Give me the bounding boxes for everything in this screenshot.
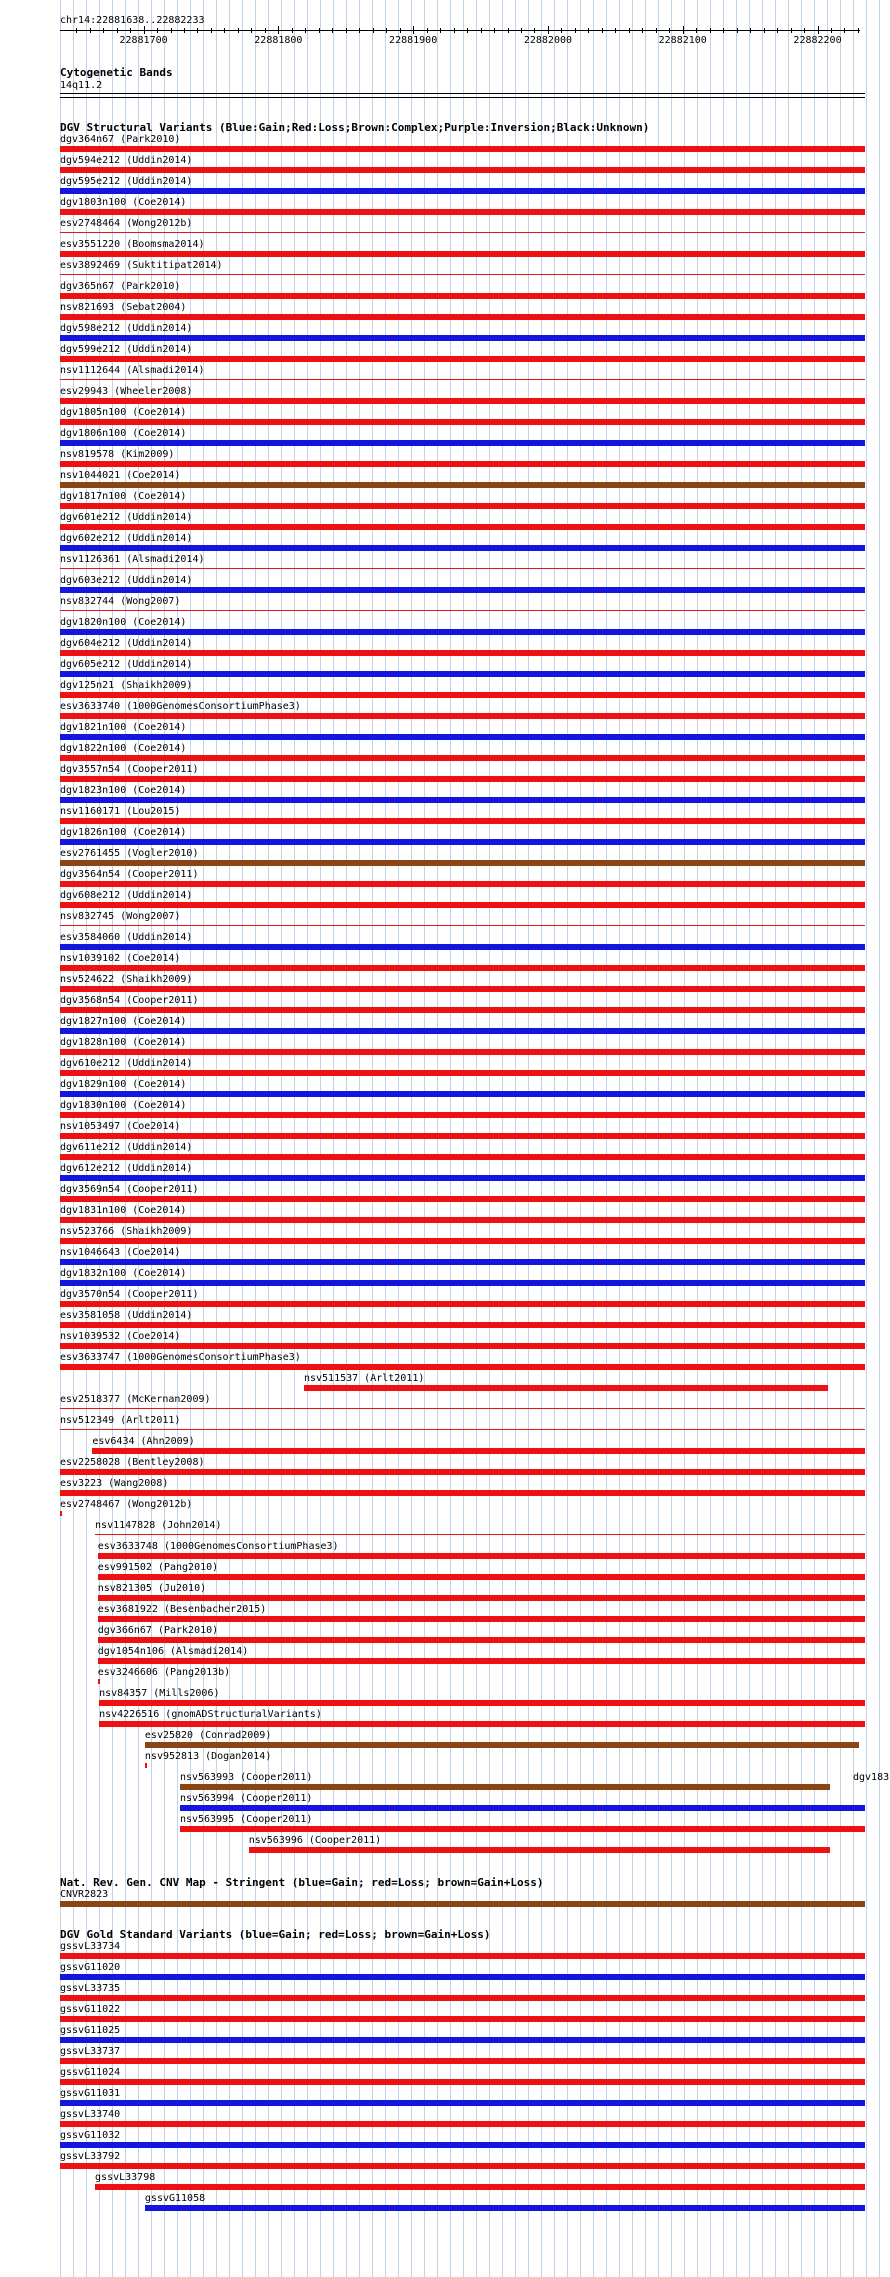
gold-feature-bar[interactable] <box>60 2037 865 2043</box>
dgv-feature-bar[interactable] <box>60 1070 865 1076</box>
dgv-indented-feature-bar[interactable] <box>98 1553 865 1559</box>
dgv-feature-label[interactable]: dgv1830n100 (Coe2014) <box>60 1100 187 1111</box>
ruler-tick <box>440 28 441 33</box>
gold-feature-bar[interactable] <box>60 1974 865 1980</box>
gold-feature-label[interactable]: gssvL33740 <box>60 2109 121 2120</box>
dgv-feature-bar[interactable] <box>60 860 865 866</box>
ruler-axis <box>60 30 860 31</box>
dgv-feature-bar[interactable] <box>60 671 865 677</box>
dgv-feature-bar[interactable] <box>60 461 865 467</box>
ruler-tick <box>90 28 91 33</box>
ruler-tick <box>656 28 657 33</box>
ruler-tick-label: 22881900 <box>389 35 438 46</box>
dgv-indented-feature-bar[interactable] <box>98 1595 865 1601</box>
matrev-feature-label[interactable]: CNVR2823 <box>60 1889 109 1900</box>
dgv-feature-label[interactable]: dgv1827n100 (Coe2014) <box>60 1016 187 1027</box>
dgv-indented-feature-bar-tick[interactable] <box>145 1763 147 1768</box>
dgv-feature-bar[interactable] <box>60 545 865 551</box>
ruler-tick <box>144 26 145 34</box>
dgv-indented-feature-label[interactable]: nsv563996 (Cooper2011) <box>248 1835 382 1846</box>
gold-feature-bar[interactable] <box>95 2184 865 2190</box>
gold-feature-label[interactable]: gssvG11031 <box>60 2088 121 2099</box>
dgv-feature-bar-thin[interactable] <box>60 925 865 926</box>
dgv-feature-bar[interactable] <box>60 587 865 593</box>
dgv-track-title[interactable]: DGV Structural Variants (Blue:Gain;Red:Loss;Brown:Complex;Purple:Inversion;Black:Unknown) <box>60 121 650 134</box>
dgv-feature-label[interactable]: esv3551220 (Boomsma2014) <box>60 239 205 250</box>
dgv-feature-bar[interactable] <box>60 1322 865 1328</box>
grid-line <box>866 0 867 2277</box>
ruler-tick <box>629 28 630 33</box>
dgv-indented-feature-bar[interactable] <box>98 1574 865 1580</box>
ruler-tick <box>346 28 347 33</box>
dgv-indented-feature-bar-tick[interactable] <box>98 1679 100 1684</box>
dgv-feature-bar[interactable] <box>60 1154 865 1160</box>
ruler-tick <box>265 28 266 33</box>
ruler-tick <box>575 28 576 33</box>
dgv-feature-label[interactable]: dgv1817n100 (Coe2014) <box>60 491 187 502</box>
dgv-feature-bar[interactable] <box>60 755 865 761</box>
gold-feature-label[interactable]: gssvG11025 <box>60 2025 121 2036</box>
dgv-indented-feature-label[interactable]: nsv821305 (Ju2010) <box>97 1583 207 1594</box>
dgv-feature-bar[interactable] <box>60 1007 865 1013</box>
ruler-tick <box>602 28 603 33</box>
ruler-tick <box>548 26 549 34</box>
dgv-feature-bar-thin[interactable] <box>60 1408 865 1409</box>
dgv-feature-bar[interactable] <box>60 1196 865 1202</box>
dgv-indented-feature-label[interactable]: esv3246606 (Pang2013b) <box>97 1667 231 1678</box>
dgv-feature-bar-thin[interactable] <box>60 379 865 380</box>
dgv-feature-label[interactable]: dgv125n21 (Shaikh2009) <box>60 680 193 691</box>
dgv-feature-bar[interactable] <box>60 734 865 740</box>
dgv-feature-label[interactable]: nsv1039102 (Coe2014) <box>60 953 181 964</box>
dgv-feature-bar[interactable] <box>60 1259 865 1265</box>
dgv-feature-label[interactable]: dgv364n67 (Park2010) <box>60 134 181 145</box>
cytoband-line-bottom <box>60 97 865 98</box>
dgv-feature-bar[interactable] <box>60 1469 865 1475</box>
dgv-feature-bar[interactable] <box>60 965 865 971</box>
ruler-tick-label: 22881800 <box>254 35 303 46</box>
matrev-feature-bar[interactable] <box>60 1901 865 1907</box>
ruler-tick <box>804 28 805 33</box>
ruler-tick <box>494 28 495 33</box>
ruler-tick <box>184 28 185 33</box>
dgv-feature-label[interactable]: dgv1823n100 (Coe2014) <box>60 785 187 796</box>
dgv-feature-bar[interactable] <box>92 1448 865 1454</box>
ruler-tick-label: 22882200 <box>793 35 842 46</box>
dgv-indented-feature-label[interactable]: esv991502 (Pang2010) <box>97 1562 219 1573</box>
dgv-feature-bar-thin[interactable] <box>60 232 865 233</box>
dgv-feature-label[interactable]: esv3892469 (Suktitipat2014) <box>60 260 223 271</box>
dgv-feature-bar[interactable] <box>60 167 865 173</box>
gold-feature-bar[interactable] <box>60 2079 865 2085</box>
dgv-feature-bar-thin[interactable] <box>60 610 865 611</box>
dgv-feature-bar[interactable] <box>60 1112 865 1118</box>
dgv-feature-bar[interactable] <box>60 902 865 908</box>
dgv-feature-label[interactable]: nsv819578 (Kim2009) <box>60 449 175 460</box>
dgv-feature-label[interactable]: dgv3557n54 (Cooper2011) <box>60 764 199 775</box>
dgv-feature-bar-thin[interactable] <box>60 1429 865 1430</box>
dgv-feature-label[interactable]: dgv1831n100 (Coe2014) <box>60 1205 187 1216</box>
dgv-feature-label[interactable]: dgv1822n100 (Coe2014) <box>60 743 187 754</box>
ruler-tick <box>454 28 455 33</box>
dgv-indented-feature-label[interactable]: nsv1147828 (John2014) <box>95 1520 222 1531</box>
gold-feature-label[interactable]: gssvG11024 <box>60 2067 121 2078</box>
dgv-feature-label[interactable]: nsv1046643 (Coe2014) <box>60 1247 181 1258</box>
dgv-feature-label[interactable]: dgv1829n100 (Coe2014) <box>60 1079 187 1090</box>
gold-feature-label[interactable]: gssvG11020 <box>60 1962 121 1973</box>
dgv-feature-bar[interactable] <box>60 881 865 887</box>
dgv-feature-label[interactable]: esv3633740 (1000GenomesConsortiumPhase3) <box>60 701 301 712</box>
dgv-feature-bar[interactable] <box>60 146 865 152</box>
dgv-feature-bar[interactable] <box>60 1364 865 1370</box>
dgv-feature-bar[interactable] <box>60 356 865 362</box>
gold-feature-label[interactable]: gssvL33792 <box>60 2151 121 2162</box>
dgv-indented-feature-label[interactable]: nsv563993 (Cooper2011) <box>179 1772 313 1783</box>
dgv-feature-label[interactable]: dgv601e212 (Uddin2014) <box>60 512 193 523</box>
dgv-feature-label[interactable]: dgv598e212 (Uddin2014) <box>60 323 193 334</box>
dgv-feature-label[interactable]: esv2258028 (Bentley2008) <box>60 1457 205 1468</box>
ruler-tick <box>831 28 832 33</box>
ruler-tick <box>791 28 792 33</box>
dgv-indented-feature-bar[interactable] <box>180 1784 830 1790</box>
ruler-tick <box>305 28 306 33</box>
ruler-tick <box>386 28 387 33</box>
dgv-feature-bar[interactable] <box>60 1028 865 1034</box>
ruler-tick <box>76 28 77 33</box>
ruler-tick-label: 22881700 <box>119 35 168 46</box>
dgv-feature-bar[interactable] <box>60 398 865 404</box>
dgv-feature-bar[interactable] <box>60 944 865 950</box>
dgv-feature-label[interactable]: dgv1821n100 (Coe2014) <box>60 722 187 733</box>
dgv-feature-label[interactable]: esv2748467 (Wong2012b) <box>60 1499 193 1510</box>
dgv-indented-feature-label[interactable]: dgv366n67 (Park2010) <box>97 1625 219 1636</box>
dgv-feature-label[interactable]: nsv1126361 (Alsmadi2014) <box>60 554 205 565</box>
dgv-feature-bar[interactable] <box>60 314 865 320</box>
dgv-indented-feature-bar[interactable] <box>98 1658 865 1664</box>
dgv-feature-label[interactable]: nsv1044021 (Coe2014) <box>60 470 181 481</box>
dgv-feature-label[interactable]: dgv603e212 (Uddin2014) <box>60 575 193 586</box>
ruler-tick <box>400 28 401 33</box>
ruler-tick <box>157 28 158 33</box>
dgv-feature-label[interactable]: dgv608e212 (Uddin2014) <box>60 890 193 901</box>
gold-feature-label[interactable]: gssvG11022 <box>60 2004 121 2015</box>
dgv-feature-label[interactable]: dgv611e212 (Uddin2014) <box>60 1142 193 1153</box>
ruler-tick <box>373 28 374 33</box>
ruler-tick <box>764 28 765 33</box>
dgv-feature-bar[interactable] <box>60 818 865 824</box>
dgv-feature-label[interactable]: dgv599e212 (Uddin2014) <box>60 344 193 355</box>
ruler-tick <box>844 28 845 33</box>
dgv-feature-label[interactable]: nsv1039532 (Coe2014) <box>60 1331 181 1342</box>
ruler-tick <box>224 28 225 33</box>
dgv-feature-bar[interactable] <box>60 1343 865 1349</box>
ruler-tick <box>696 28 697 33</box>
dgv-indented-feature-bar[interactable] <box>99 1721 865 1727</box>
dgv-feature-label[interactable]: dgv1805n100 (Coe2014) <box>60 407 187 418</box>
ruler-tick <box>723 28 724 33</box>
dgv-feature-label[interactable]: nsv1112644 (Alsmadi2014) <box>60 365 205 376</box>
dgv-feature-label[interactable]: esv3581058 (Uddin2014) <box>60 1310 193 1321</box>
dgv-feature-bar[interactable] <box>60 1301 865 1307</box>
dgv-feature-label[interactable]: dgv604e212 (Uddin2014) <box>60 638 193 649</box>
dgv-feature-label[interactable]: dgv1828n100 (Coe2014) <box>60 1037 187 1048</box>
dgv-feature-label[interactable]: dgv3570n54 (Cooper2011) <box>60 1289 199 1300</box>
dgv-feature-label[interactable]: dgv1806n100 (Coe2014) <box>60 428 187 439</box>
dgv-feature-bar[interactable] <box>60 188 865 194</box>
dgv-feature-bar-thin[interactable] <box>60 274 865 275</box>
dgv-feature-label[interactable]: dgv365n67 (Park2010) <box>60 281 181 292</box>
dgv-indented-feature-label[interactable]: nsv4226516 (gnomADStructuralVariants) <box>99 1709 322 1720</box>
dgv-feature-label[interactable]: esv2518377 (McKernan2009) <box>60 1394 211 1405</box>
gold-feature-bar[interactable] <box>60 2163 865 2169</box>
dgv-feature-label[interactable]: nsv1053497 (Coe2014) <box>60 1121 181 1132</box>
dgv-feature-label[interactable]: nsv523766 (Shaikh2009) <box>60 1226 193 1237</box>
dgv-feature-label[interactable]: dgv1820n100 (Coe2014) <box>60 617 187 628</box>
dgv-feature-label[interactable]: nsv832744 (Wong2007) <box>60 596 181 607</box>
dgv-feature-label[interactable]: nsv821693 (Sebat2004) <box>60 302 187 313</box>
ruler-tick <box>238 28 239 33</box>
dgv-feature-bar[interactable] <box>60 797 865 803</box>
ruler-tick <box>710 28 711 33</box>
dgv-feature-label[interactable]: esv6434 (Ahn2009) <box>92 1436 195 1447</box>
dgv-feature-bar[interactable] <box>60 524 865 530</box>
ruler-tick <box>534 28 535 33</box>
dgv-indented-feature-label[interactable]: dgv1054n106 (Alsmadi2014) <box>97 1646 249 1657</box>
dgv-indented-feature-label[interactable]: nsv84357 (Mills2006) <box>99 1688 220 1699</box>
ruler-tick <box>521 28 522 33</box>
location-label[interactable]: chr14:22881638..22882233 <box>60 15 205 26</box>
dgv-feature-bar[interactable] <box>60 1175 865 1181</box>
ruler-tick <box>251 28 252 33</box>
dgv-feature-bar[interactable] <box>60 692 865 698</box>
ruler-tick <box>427 28 428 33</box>
dgv-feature-bar[interactable] <box>60 251 865 257</box>
dgv-indented-feature-bar[interactable] <box>180 1826 865 1832</box>
dgv-feature-label[interactable]: nsv832745 (Wong2007) <box>60 911 181 922</box>
ruler-tick <box>211 28 212 33</box>
dgv-feature-label[interactable]: esv3584060 (Uddin2014) <box>60 932 193 943</box>
dgv-feature-bar[interactable] <box>60 1217 865 1223</box>
gold-feature-label[interactable]: gssvL33737 <box>60 2046 121 2057</box>
ruler-tick <box>103 28 104 33</box>
gold-feature-bar[interactable] <box>145 2205 865 2211</box>
dgv-feature-bar[interactable] <box>304 1385 828 1391</box>
dgv-feature-label[interactable]: esv29943 (Wheeler2008) <box>60 386 193 397</box>
ruler-tick-label: 22882000 <box>523 35 573 46</box>
dgv-feature-bar[interactable] <box>60 503 865 509</box>
ruler-tick <box>777 28 778 33</box>
ruler-tick <box>197 28 198 33</box>
ruler-tick <box>467 28 468 33</box>
dgv-indented-feature-label[interactable]: esv25820 (Conrad2009) <box>144 1730 272 1741</box>
ruler-tick <box>669 28 670 33</box>
ruler-tick <box>683 26 684 34</box>
dgv-feature-bar[interactable] <box>60 776 865 782</box>
dgv-feature-bar[interactable] <box>60 629 865 635</box>
ruler-tick <box>481 28 482 33</box>
dgv-indented-feature-label[interactable]: esv3681922 (Besenbacher2015) <box>97 1604 267 1615</box>
dgv-feature-bar-tick[interactable] <box>60 1511 62 1516</box>
dgv-feature-label[interactable]: dgv1803n100 (Coe2014) <box>60 197 187 208</box>
dgv-feature-label[interactable]: dgv610e212 (Uddin2014) <box>60 1058 193 1069</box>
dgv-feature-label[interactable]: dgv612e212 (Uddin2014) <box>60 1163 193 1174</box>
dgv-feature-label[interactable]: dgv3569n54 (Cooper2011) <box>60 1184 199 1195</box>
gold-feature-bar[interactable] <box>60 2100 865 2106</box>
dgv-indented-feature-bar[interactable] <box>98 1637 865 1643</box>
dgv-feature-label[interactable]: esv3223 (Wang2008) <box>60 1478 169 1489</box>
ruler-tick <box>508 28 509 33</box>
gold-feature-label[interactable]: gssvL33798 <box>95 2172 156 2183</box>
ruler-tick <box>615 28 616 33</box>
dgv-feature-bar[interactable] <box>60 1238 865 1244</box>
dgv-indented-feature-label[interactable]: esv3633748 (1000GenomesConsortiumPhase3) <box>97 1541 339 1552</box>
dgv-feature-bar[interactable] <box>60 986 865 992</box>
dgv-feature-label[interactable]: nsv524622 (Shaikh2009) <box>60 974 193 985</box>
dgv-feature-bar[interactable] <box>60 1133 865 1139</box>
dgv-indented-feature-label[interactable]: nsv563994 (Cooper2011) <box>179 1793 313 1804</box>
dgv-feature-bar[interactable] <box>60 650 865 656</box>
dgv-feature-bar[interactable] <box>60 209 865 215</box>
ruler-tick <box>858 28 859 33</box>
ruler-tick <box>292 28 293 33</box>
dgv-feature-label[interactable]: dgv1832n100 (Coe2014) <box>60 1268 187 1279</box>
dgv-indented-feature-label[interactable]: nsv952813 (Dogan2014) <box>144 1751 272 1762</box>
dgv-indented-feature-bar[interactable] <box>249 1847 830 1853</box>
dgv-feature-bar[interactable] <box>60 1049 865 1055</box>
gold-feature-bar[interactable] <box>60 2058 865 2064</box>
dgv-feature-label[interactable]: dgv3564n54 (Cooper2011) <box>60 869 199 880</box>
ruler-tick <box>737 28 738 33</box>
gold-feature-bar[interactable] <box>60 1995 865 2001</box>
dgv-feature-bar[interactable] <box>60 713 865 719</box>
dgv-feature-label[interactable]: dgv3568n54 (Cooper2011) <box>60 995 199 1006</box>
dgv-feature-bar[interactable] <box>60 1490 865 1496</box>
dgv-feature-bar[interactable] <box>60 419 865 425</box>
dgv-indented-feature-bar[interactable] <box>98 1616 865 1622</box>
ruler-tick <box>332 28 333 33</box>
ruler-tick <box>278 26 279 34</box>
dgv-feature-label[interactable]: dgv1826n100 (Coe2014) <box>60 827 187 838</box>
dgv-feature-bar[interactable] <box>60 1280 865 1286</box>
dgv-edge-label[interactable]: dgv183 <box>853 1772 890 1783</box>
dgv-feature-bar[interactable] <box>60 839 865 845</box>
ruler-tick <box>319 28 320 33</box>
gold-feature-label[interactable]: gssvL33734 <box>60 1941 121 1952</box>
dgv-feature-label[interactable]: dgv602e212 (Uddin2014) <box>60 533 193 544</box>
dgv-feature-label[interactable]: esv3633747 (1000GenomesConsortiumPhase3) <box>60 1352 301 1363</box>
ruler-tick <box>117 28 118 33</box>
ruler-tick <box>561 28 562 33</box>
dgv-feature-label[interactable]: dgv594e212 (Uddin2014) <box>60 155 193 166</box>
dgv-feature-bar[interactable] <box>60 440 865 446</box>
ruler-tick <box>413 26 414 34</box>
ruler-tick <box>359 28 360 33</box>
cytoband-label[interactable]: 14q11.2 <box>60 80 103 91</box>
dgv-indented-feature-bar[interactable] <box>145 1742 859 1748</box>
gold-feature-label[interactable]: gssvG11058 <box>144 2193 206 2204</box>
grid-line <box>879 0 880 2277</box>
ruler-tick <box>750 28 751 33</box>
gold-feature-bar[interactable] <box>60 1953 865 1959</box>
dgv-indented-feature-bar-thin[interactable] <box>95 1534 865 1535</box>
dgv-feature-bar[interactable] <box>60 293 865 299</box>
gold-feature-label[interactable]: gssvL33735 <box>60 1983 121 1994</box>
dgv-feature-bar[interactable] <box>60 1091 865 1097</box>
ruler-tick <box>642 28 643 33</box>
gold-feature-bar[interactable] <box>60 2016 865 2022</box>
dgv-feature-bar[interactable] <box>60 335 865 341</box>
dgv-feature-label[interactable]: esv2748464 (Wong2012b) <box>60 218 193 229</box>
dgv-feature-bar[interactable] <box>60 482 865 488</box>
dgv-feature-label[interactable]: esv2761455 (Vogler2010) <box>60 848 199 859</box>
dgv-feature-label[interactable]: nsv512349 (Arlt2011) <box>60 1415 181 1426</box>
gold-feature-label[interactable]: gssvG11032 <box>60 2130 121 2141</box>
ruler-tick <box>171 28 172 33</box>
matrev-track-title[interactable]: Nat. Rev. Gen. CNV Map - Stringent (blue=Gain; red=Loss; brown=Gain+Loss) <box>60 1876 544 1889</box>
gold-track-title[interactable]: DGV Gold Standard Variants (blue=Gain; red=Loss; brown=Gain+Loss) <box>60 1928 491 1941</box>
dgv-feature-bar-thin[interactable] <box>60 568 865 569</box>
gold-feature-bar[interactable] <box>60 2121 865 2127</box>
dgv-feature-label[interactable]: dgv595e212 (Uddin2014) <box>60 176 193 187</box>
ruler-tick <box>588 28 589 33</box>
cytoband-line-top <box>60 93 865 94</box>
ruler-tick <box>130 28 131 33</box>
dgv-feature-label[interactable]: nsv511537 (Arlt2011) <box>303 1373 425 1384</box>
dgv-feature-label[interactable]: dgv605e212 (Uddin2014) <box>60 659 193 670</box>
cytoband-track-title[interactable]: Cytogenetic Bands <box>60 66 173 79</box>
dgv-feature-label[interactable]: nsv1160171 (Lou2015) <box>60 806 181 817</box>
gold-feature-bar[interactable] <box>60 2142 865 2148</box>
dgv-indented-feature-label[interactable]: nsv563995 (Cooper2011) <box>179 1814 313 1825</box>
dgv-indented-feature-bar[interactable] <box>99 1700 865 1706</box>
dgv-indented-feature-bar[interactable] <box>180 1805 865 1811</box>
ruler-tick-label: 22882100 <box>658 35 707 46</box>
ruler-tick <box>818 26 819 34</box>
